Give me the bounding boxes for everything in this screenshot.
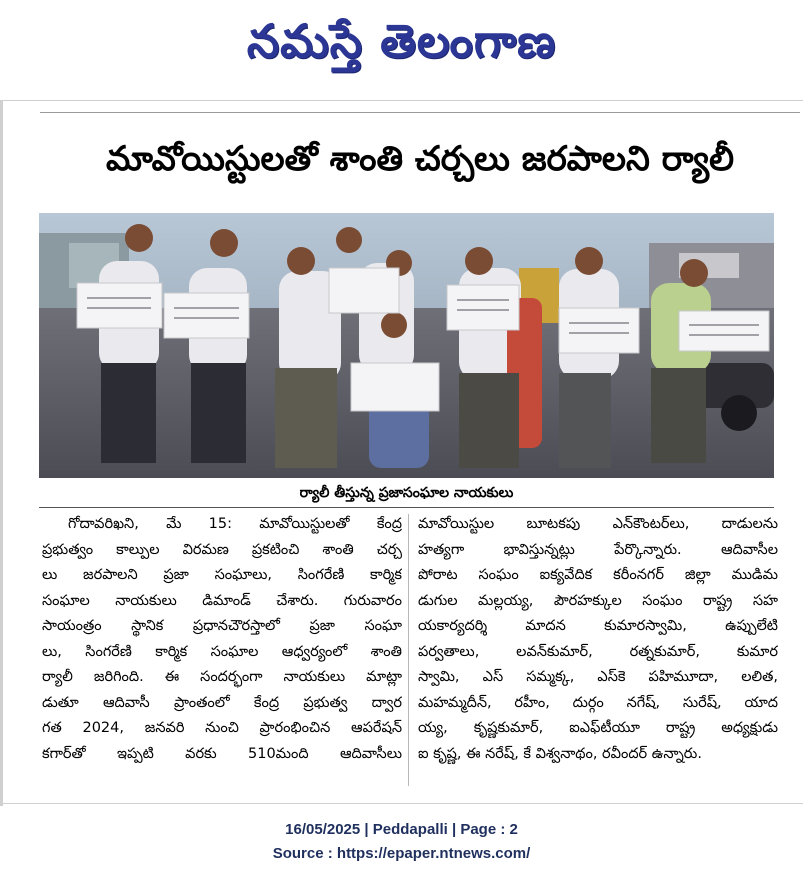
body-line: హత్యగా భావిస్తున్నట్లు పేర్కొన్నారు. ఆదివాసీల xyxy=(418,541,778,558)
body-line: లు జరపాలని ప్రజా సంఘాలు, సింగరేణి కార్మిక xyxy=(42,567,402,583)
body-line: సంఘాల నాయకులు డిమాండ్ చేశారు. గురువారం xyxy=(42,592,402,609)
body-line: డుగుల మల్లయ్య, పౌరహక్కుల సంఘం రాష్ట్ర సహ xyxy=(418,592,778,609)
body-line: మావోయిస్టుల బూటకపు ఎన్‌కౌంటర్‌లు, దాడులను xyxy=(418,516,778,532)
article-photo xyxy=(39,213,774,478)
body-line: ఐ కృష్ణ, ఈ నరేష్, కే విశ్వనాథం, రవీందర్ ఉన్నారు. xyxy=(418,745,702,762)
body-line: ర్యాలీ జరిగింది. ఈ సందర్భంగా నాయకులు మాట్లా xyxy=(42,669,402,685)
body-line: డుతూ ఆదివాసీ ప్రాంతంలో కేంద్ర ప్రభుత్వ ద్వార xyxy=(42,694,402,711)
photo-caption: ర్యాలీ తీస్తున్న ప్రజాసంఘాల నాయకులు xyxy=(39,479,774,508)
body-line: సాయంత్రం స్థానిక ప్రధానచౌరస్తాలో ప్రజా సంఘా xyxy=(42,618,402,634)
article-headline: మావోయిస్టులతో శాంతి చర్చలు జరపాలని ర్యాలీ xyxy=(106,139,734,179)
body-line: గత 2024, జనవరి నుంచి ప్రారంభించిన ఆపరేషన్ xyxy=(42,720,402,736)
body-line: కగార్‌తో ఇప్పటి వరకు 510మంది ఆదివాసీలు xyxy=(42,745,402,762)
body-line: లు, సింగరేణి కార్మిక సంఘాల ఆధ్వర్యంలో శాంతి xyxy=(42,643,402,660)
footer-source-link[interactable]: Source : https://epaper.ntnews.com/ xyxy=(272,845,531,862)
column-divider xyxy=(408,514,409,786)
body-line: పోరాట సంఘం ఐక్యవేదిక కరీంనగర్ జిల్లా ముడిమ xyxy=(418,567,778,583)
body-line: యకార్యదర్శి మాదన కుమారస్వామి, ఉప్పులేటి xyxy=(418,618,778,634)
footer-date-edition: 16/05/2025 | Peddapalli | Page : 2 xyxy=(285,821,518,838)
body-line: య్య, కృష్ణకుమార్, ఐఎఫ్‌టీయూ రాష్ట్ర అధ్యక్షుడు xyxy=(418,720,778,736)
headline-top-rule xyxy=(40,112,800,113)
newspaper-masthead: నమస్తే తెలంగాణ xyxy=(246,14,557,68)
body-line: మహమ్మదీన్, రహీం, దుర్గం నగేష్, సురేష్, యాద xyxy=(418,694,778,711)
left-edge-border xyxy=(0,100,3,806)
body-line: ప్రభుత్వం కాల్పుల విరమణ ప్రకటించి శాంతి చర్చ xyxy=(42,541,402,558)
article-body-right-column xyxy=(418,512,778,767)
body-line: గోదావరిఖని, మే 15: మావోయిస్టులతో కేంద్ర xyxy=(68,516,402,532)
article-body-left-column xyxy=(42,512,402,767)
body-line: స్వామి, ఎస్ సమ్మక్క, ఎస్‌కె పహిమూదా, లలిత, xyxy=(418,669,778,685)
body-line: పర్వతాలు, లవన్‌కుమార్, రత్నకుమార్, కుమార xyxy=(418,643,778,660)
top-divider xyxy=(0,100,803,101)
bottom-divider xyxy=(0,803,803,804)
